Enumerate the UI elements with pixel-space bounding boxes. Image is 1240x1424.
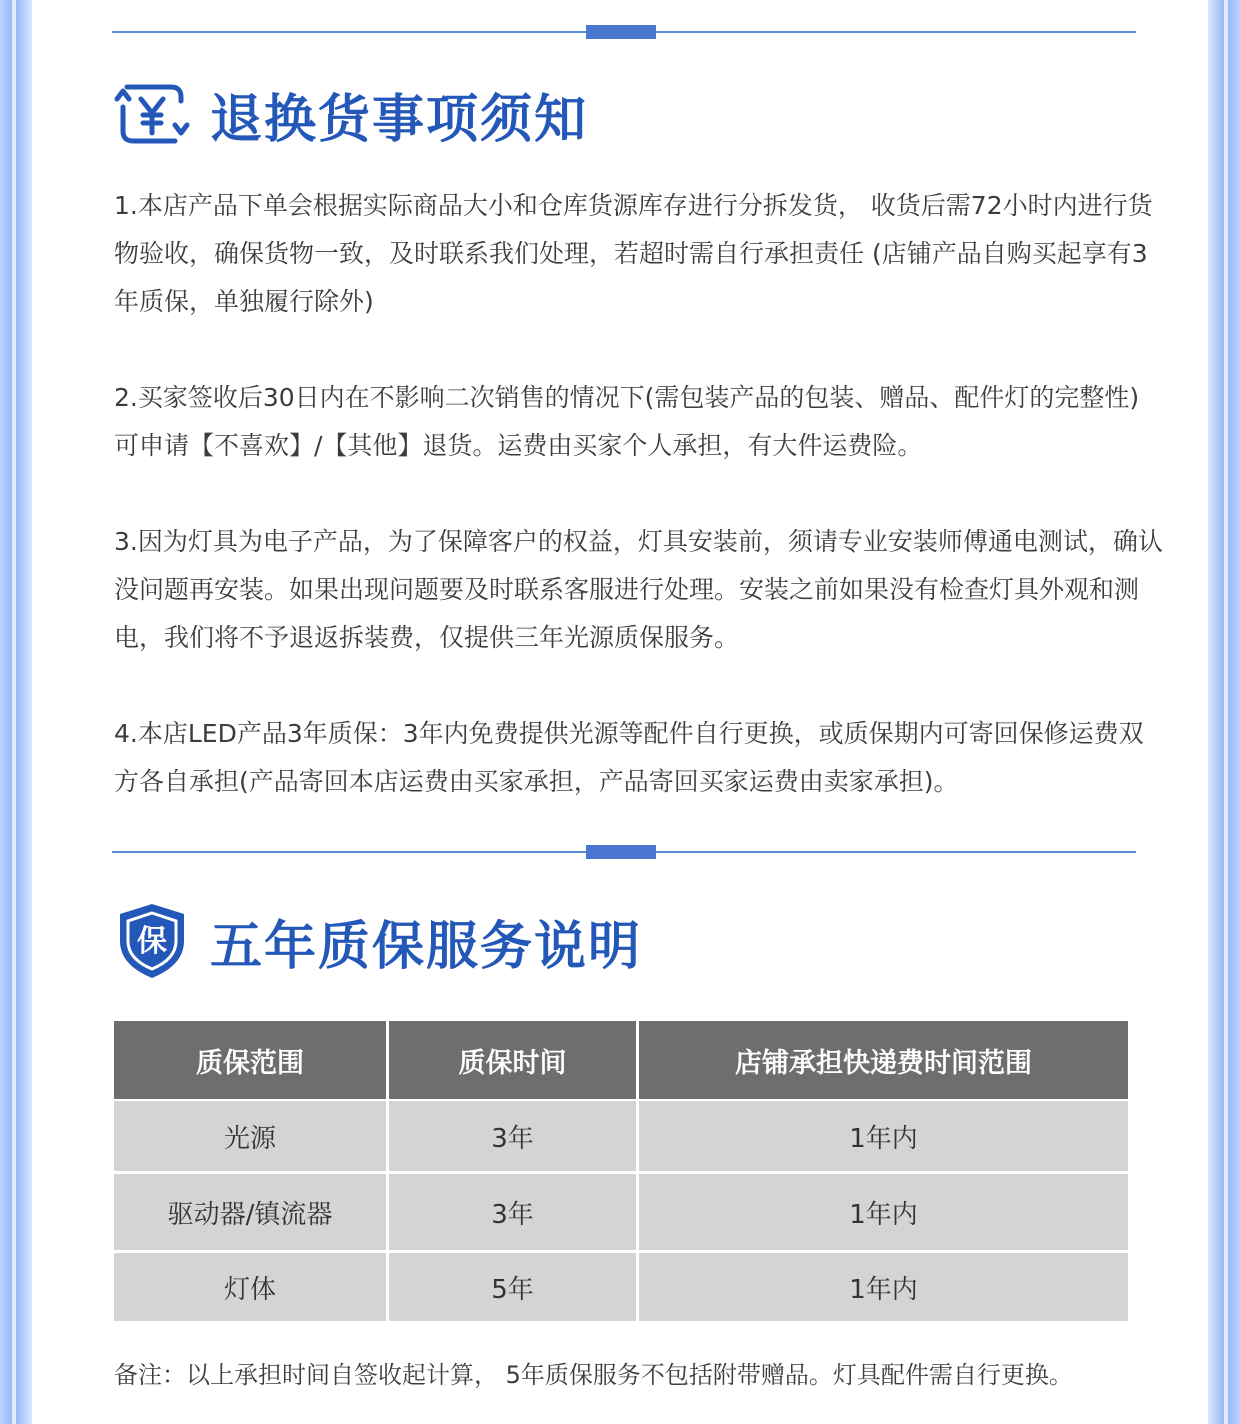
cell-scope: 驱动器/镇流器: [114, 1174, 386, 1253]
return-heading: [112, 74, 588, 154]
return-note-2: 2.买家签收后30日内在不影响二次销售的情况下(需包装产品的包装、赠品、配件灯的完整性)可申请【不喜欢】/【其他】退货。运费由买家个人承担，有大件运费险。: [114, 383, 1140, 460]
section-divider-top: [112, 31, 1136, 33]
table-row: [114, 1174, 1128, 1253]
table-row: [114, 1101, 1128, 1174]
table-header-row: [114, 1021, 1128, 1101]
warranty-remark: 备注：以上承担时间自签收起计算， 5年质保服务不包括附带赠品。灯具配件需自行更换。: [114, 1361, 1073, 1389]
header-period: 质保时间: [389, 1021, 636, 1101]
cell-shipping: 1年内: [639, 1101, 1128, 1174]
right-decorative-border: [1208, 0, 1240, 1424]
left-decorative-border: [0, 0, 32, 1424]
cell-shipping: 1年内: [639, 1253, 1128, 1321]
cell-scope: 光源: [114, 1101, 386, 1174]
cell-shipping: 1年内: [639, 1174, 1128, 1253]
return-notes: [114, 182, 1164, 806]
divider-mark: [586, 845, 656, 859]
cell-period: 5年: [389, 1253, 636, 1321]
cell-period: 3年: [389, 1101, 636, 1174]
header-scope: 质保范围: [114, 1021, 386, 1101]
section-divider-middle: [112, 851, 1136, 853]
table-row: [114, 1253, 1128, 1321]
divider-mark: [586, 25, 656, 39]
return-note-3: 3.因为灯具为电子产品，为了保障客户的权益，灯具安装前，须请专业安装师傅通电测试，确认没问题再安装。如果出现问题要及时联系客服进行处理。安装之前如果没有检查灯具外观和测电，我们将不予退返拆装费，仅提供三年光源质保服务。: [114, 527, 1163, 652]
warranty-title: 五年质保服务说明: [210, 916, 643, 977]
shield-bao-icon: [112, 901, 192, 981]
cell-scope: 灯体: [114, 1253, 386, 1321]
header-shipping-range: 店铺承担快递费时间范围: [639, 1021, 1128, 1101]
return-title: 退换货事项须知: [210, 89, 589, 150]
shield-badge-char: 保: [137, 924, 167, 959]
return-note-1: 1.本店产品下单会根据实际商品大小和仓库货源库存进行分拆发货， 收货后需72小时内进行货物验收，确保货物一致，及时联系我们处理，若超时需自行承担责任 (店铺产品自购买起享有3年质保，单独履行除外): [114, 191, 1153, 316]
cell-period: 3年: [389, 1174, 636, 1253]
warranty-heading: [112, 901, 642, 981]
warranty-table: [111, 1021, 1131, 1321]
return-note-4: 4.本店LED产品3年质保：3年内免费提供光源等配件自行更换，或质保期内可寄回保修运费双方各自承担(产品寄回本店运费由买家承担，产品寄回买家运费由卖家承担)。: [114, 719, 1144, 796]
yen-exchange-icon: [112, 74, 192, 154]
